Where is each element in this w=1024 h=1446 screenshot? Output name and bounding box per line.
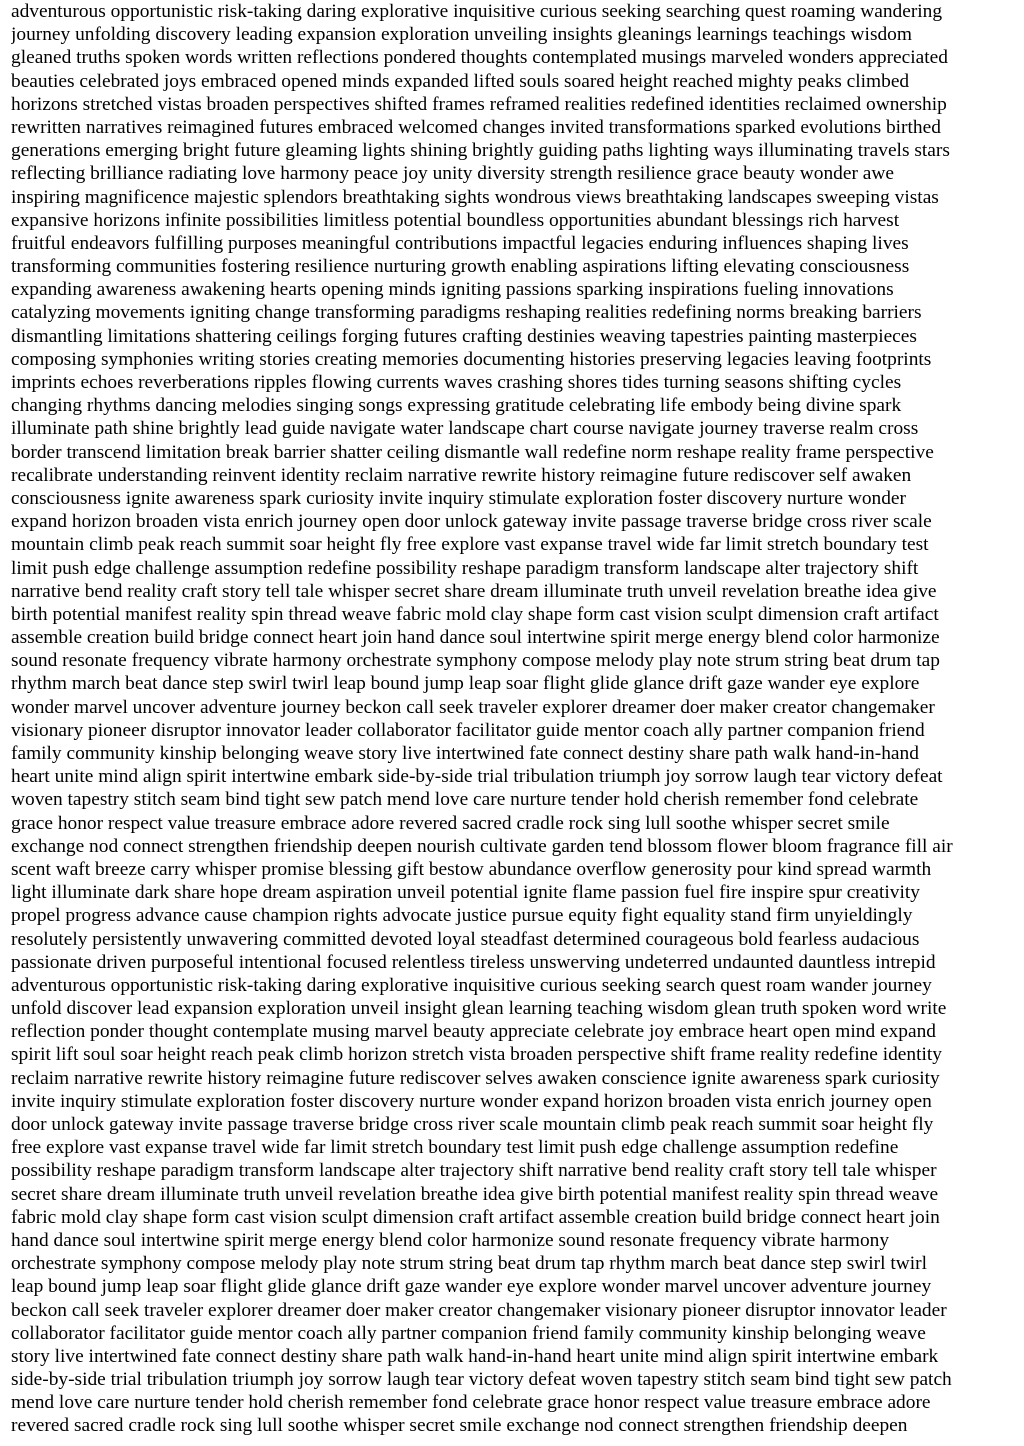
text-line: unfold discover lead expansion exploration unveil insight glean learning teaching wisdom glean truth spoken word write — [11, 998, 947, 1020]
text-line: family community kinship belonging weave story live intertwined fate connect destiny share path walk hand-in-hand — [11, 743, 919, 764]
text-line: orchestrate symphony compose melody play note strum string beat drum tap rhythm march beat dance step swirl twirl — [11, 1253, 927, 1275]
text-line: fabric mold clay shape form cast vision sculpt dimension craft artifact assemble creation build bridge connect heart join — [11, 1206, 940, 1228]
text-line: adventurous opportunistic risk-taking daring explorative inquisitive curious seeking search quest roam wander journey — [11, 974, 932, 996]
text-line: visionary pioneer disruptor innovator leader collaborator facilitator guide mentor coach ally partner companion friend — [11, 719, 925, 741]
text-line: composing symphonies writing stories creating memories documenting histories preserving legacies leaving footprints — [11, 348, 932, 370]
text-line: journey unfolding discovery leading expansion exploration unveiling insights gleanings learnings teachings wisdom — [11, 24, 912, 46]
text-line: scent waft breeze carry whisper promise blessing gift bestow abundance overflow generosity pour kind spread warmth — [11, 858, 932, 880]
text-line: limit push edge challenge assumption redefine possibility reshape paradigm transform landscape alter trajectory shift — [11, 557, 919, 579]
text-line: story live intertwined fate connect destiny share path walk hand-in-hand heart unite mind align spirit intertwine embark — [11, 1345, 939, 1367]
text-line: hand dance soul intertwine spirit merge energy blend color harmonize sound resonate frequency vibrate harmony — [11, 1229, 890, 1251]
text-line: collaborator facilitator guide mentor coach ally partner companion friend family community kinship belonging weave — [11, 1322, 926, 1344]
text-line: rewritten narratives reimagined futures embraced welcomed changes invited transformations sparked evolutions birthed — [11, 116, 941, 138]
text-line: illuminate path shine brightly lead guide navigate water landscape chart course navigate journey traverse realm cross — [11, 418, 919, 440]
text-line: grace honor respect value treasure embrace adore revered sacred cradle rock sing lull soothe whisper secret smile — [11, 812, 890, 834]
text-line: reflecting brilliance radiating love harmony peace joy unity diversity strength resilience grace beauty wonder awe — [11, 163, 895, 185]
text-line: adventurous opportunistic risk-taking daring explorative inquisitive curious seeking searching quest roaming wandering — [11, 1, 943, 22]
text-line: recalibrate understanding reinvent identity reclaim narrative rewrite history reimagine future rediscover self awaken — [11, 464, 912, 486]
text-line: passionate driven purposeful intentional focused relentless tireless unswerving undeterred undaunted dauntless intrepid — [11, 951, 936, 973]
text-line: border transcend limitation break barrier shatter ceiling dismantle wall redefine norm reshape reality frame perspective — [11, 441, 934, 463]
text-line: consciousness ignite awareness spark curiosity invite inquiry stimulate exploration foster discovery nurture wonder — [11, 487, 906, 509]
text-line: leap bound jump leap soar flight glide glance drift gaze wander eye explore wonder marvel uncover adventure journey — [11, 1276, 932, 1298]
text-line: invite inquiry stimulate exploration foster discovery nurture wonder expand horizon broaden vista enrich journey open — [11, 1090, 932, 1112]
text-line: secret share dream illuminate truth unveil revelation breathe idea give birth potential manifest reality spin thread weave — [11, 1183, 939, 1205]
text-line: rhythm march beat dance step swirl twirl leap bound jump leap soar flight glide glance drift gaze wander eye explore — [11, 673, 920, 695]
text-line: assemble creation build bridge connect heart join hand dance soul intertwine spirit merge energy blend color harmonize — [11, 627, 940, 649]
text-line: reclaim narrative rewrite history reimagine future rediscover selves awaken conscience ignite awareness spark curiosity — [11, 1067, 940, 1089]
text-line: exchange nod connect strengthen friendship deepen nourish cultivate garden tend blossom flower bloom fragrance fill air — [11, 835, 953, 857]
text-line: beauties celebrated joys embraced opened minds expanded lifted souls soared height reached mighty peaks climbed — [11, 70, 910, 92]
text-line: catalyzing movements igniting change transforming paradigms reshaping realities redefining norms breaking barriers — [11, 302, 922, 324]
text-line: fruitful endeavors fulfilling purposes meaningful contributions impactful legacies enduring influences shaping lives — [11, 232, 909, 254]
text-line: heart unite mind align spirit intertwine embark side-by-side trial tribulation triumph joy sorrow laugh tear victory defeat — [11, 766, 943, 788]
text-line: beckon call seek traveler explorer dreamer doer maker creator changemaker visionary pioneer disruptor innovator leader — [11, 1299, 947, 1321]
text-line: revered sacred cradle rock sing lull soothe whisper secret smile exchange nod connect strengthen friendship deepen — [11, 1415, 908, 1437]
text-line: door unlock gateway invite passage traverse bridge cross river scale mountain climb peak reach summit soar height fly — [11, 1114, 934, 1135]
text-line: horizons stretched vistas broaden perspectives shifted frames reframed realities redefined identities reclaimed ownership — [11, 93, 947, 115]
body-text — [11, 0, 1018, 1438]
text-line: woven tapestry stitch seam bind tight sew patch mend love care nurture tender hold cherish remember fond celebrate — [11, 789, 919, 811]
text-line: mend love care nurture tender hold cherish remember fond celebrate grace honor respect value treasure embrace adore — [11, 1392, 931, 1414]
text-line: resolutely persistently unwavering committed devoted loyal steadfast determined courageous bold fearless audacious — [11, 928, 920, 950]
text-line: generations emerging bright future gleaming lights shining brightly guiding paths lighting ways illuminating travels stars — [11, 140, 950, 162]
text-line: reflection ponder thought contemplate musing marvel beauty appreciate celebrate joy embrace heart open mind expand — [11, 1021, 936, 1043]
text-line: gleaned truths spoken words written reflections pondered thoughts contemplated musings marveled wonders appreciated — [11, 47, 948, 69]
text-line: side-by-side trial tribulation triumph joy sorrow laugh tear victory defeat woven tapestry stitch seam bind tight sew patch — [11, 1369, 952, 1391]
text-line: narrative bend reality craft story tell tale whisper secret share dream illuminate truth unveil revelation breathe idea give — [11, 580, 937, 602]
text-line: expansive horizons infinite possibilities limitless potential boundless opportunities abundant blessings rich harvest — [11, 209, 900, 231]
text-line: expand horizon broaden vista enrich journey open door unlock gateway invite passage traverse bridge cross river scale — [11, 511, 932, 533]
text-line: spirit lift soul soar height reach peak climb horizon stretch vista broaden perspective shift frame reality redefine identity — [11, 1044, 942, 1066]
text-line: wonder marvel uncover adventure journey beckon call seek traveler explorer dreamer doer maker creator changemaker — [11, 696, 935, 718]
text-line: mountain climb peak reach summit soar height fly free explore vast expanse travel wide far limit stretch boundary test — [11, 534, 929, 556]
text-line: imprints echoes reverberations ripples flowing currents waves crashing shores tides turning seasons shifting cycles — [11, 372, 902, 393]
text-line: sound resonate frequency vibrate harmony orchestrate symphony compose melody play note strum string beat drum tap — [11, 650, 940, 672]
text-line: changing rhythms dancing melodies singing songs expressing gratitude celebrating life embody being divine spark — [11, 395, 902, 417]
text-line: free explore vast expanse travel wide far limit stretch boundary test limit push edge challenge assumption redefine — [11, 1137, 899, 1159]
text-line: possibility reshape paradigm transform landscape alter trajectory shift narrative bend reality craft story tell tale whisper — [11, 1160, 937, 1182]
text-line: inspiring magnificence majestic splendors breathtaking sights wondrous views breathtaking landscapes sweeping vistas — [11, 186, 939, 208]
text-line: birth potential manifest reality spin thread weave fabric mold clay shape form cast vision sculpt dimension craft artifact — [11, 603, 939, 625]
text-line: propel progress advance cause champion rights advocate justice pursue equity fight equality stand firm unyieldingly — [11, 905, 913, 927]
text-line: expanding awareness awakening hearts opening minds igniting passions sparking inspirations fueling innovations — [11, 279, 894, 301]
text-line: dismantling limitations shattering ceilings forging futures crafting destinies weaving tapestries painting masterpieces — [11, 325, 917, 347]
text-line: light illuminate dark share hope dream aspiration unveil potential ignite flame passion fuel fire inspire spur creativity — [11, 882, 920, 904]
text-line: transforming communities fostering resilience nurturing growth enabling aspirations lifting elevating consciousness — [11, 256, 910, 278]
